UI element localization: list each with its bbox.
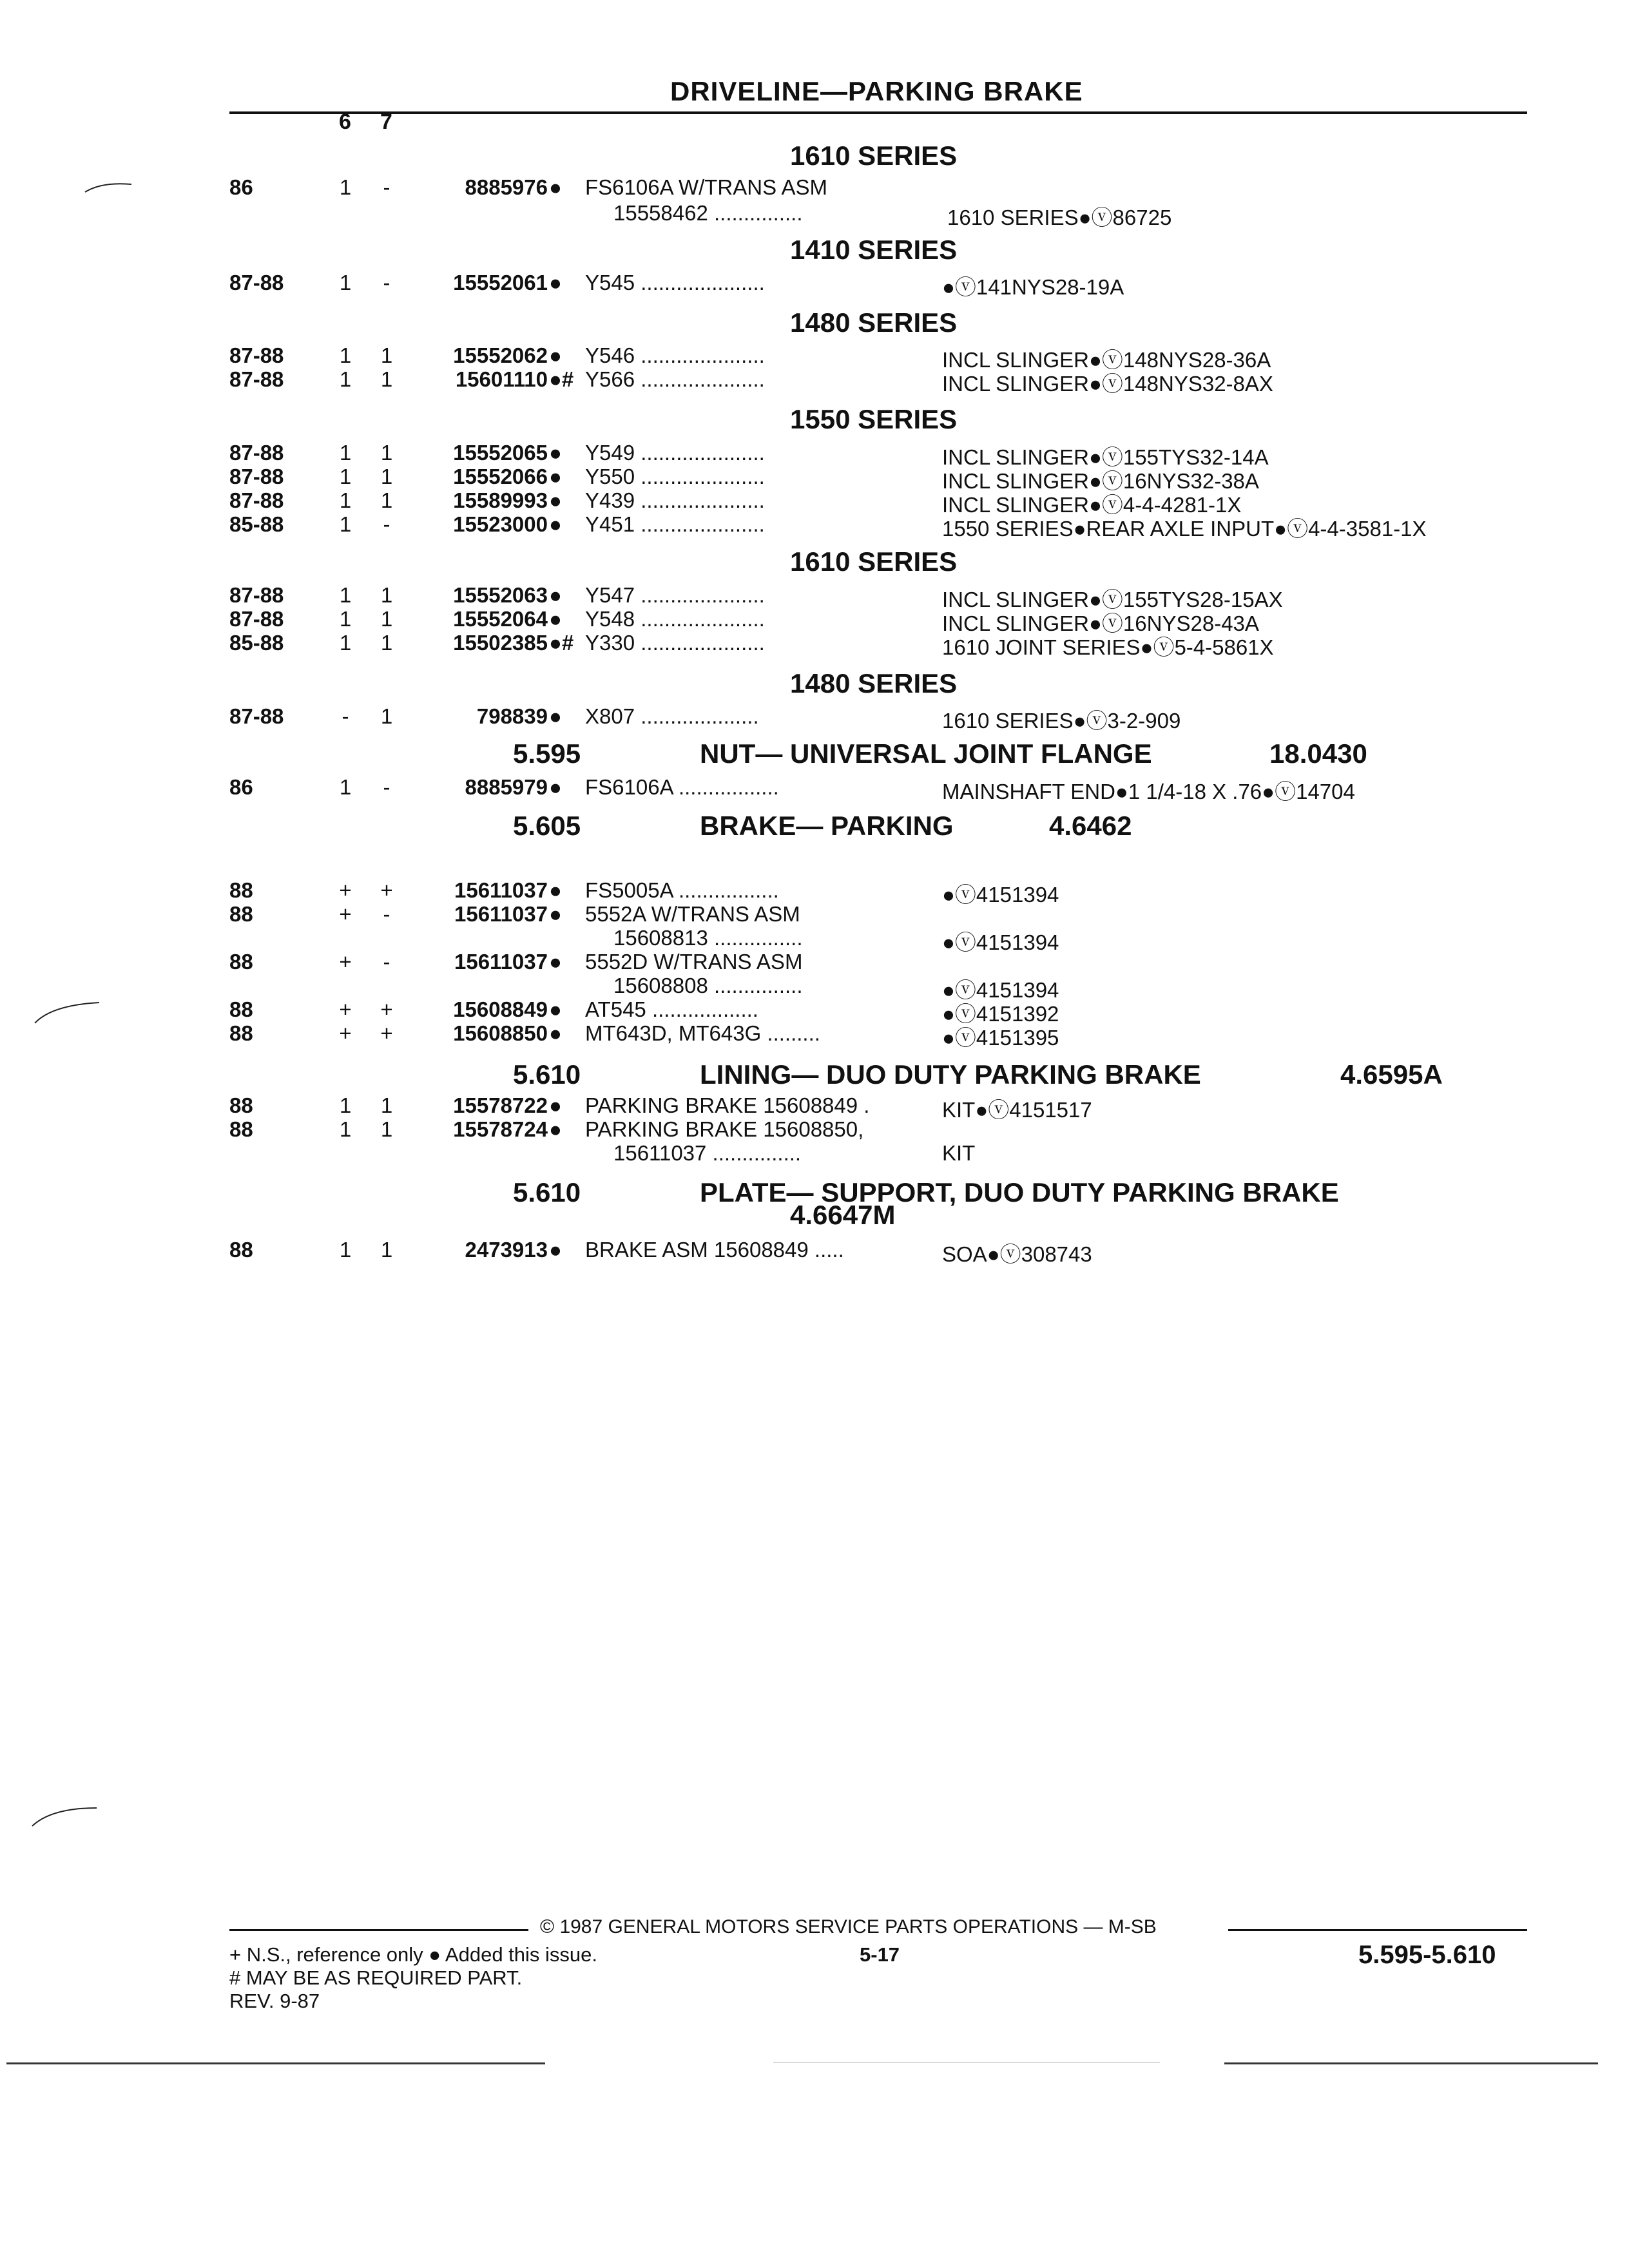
description: Y547 ..................... — [585, 583, 765, 607]
qty-6: 1 — [339, 271, 352, 294]
qty-6: 1 — [339, 631, 352, 655]
part-row — [0, 950, 1629, 975]
year: 87-88 — [229, 465, 284, 488]
legend-line-1: + N.S., reference only ● Added this issue. — [229, 1943, 598, 1966]
part-row — [0, 878, 1629, 907]
qty-7: - — [383, 175, 390, 199]
description: Y451 ..................... — [585, 512, 765, 536]
notes: MAINSHAFT END●1 1/4-18 X .76●ⓥ14704 — [942, 780, 1355, 803]
group-code: 5.610 — [513, 1059, 581, 1090]
part-mark: ● — [549, 441, 562, 465]
description: PARKING BRAKE 15608850, — [585, 1117, 864, 1141]
part-mark: ● — [549, 1117, 562, 1141]
part-mark: ● — [549, 583, 562, 607]
year: 87-88 — [229, 488, 284, 512]
year: 87-88 — [229, 343, 284, 367]
notes: ●ⓥ4151394 — [942, 930, 1059, 954]
part-number: 15608850 — [453, 1021, 548, 1045]
scan-edge-line — [1224, 2062, 1598, 2064]
qty-6: 1 — [339, 441, 352, 465]
description: Y566 ..................... — [585, 367, 765, 391]
notes: 1610 SERIES●ⓥ3-2-909 — [942, 709, 1181, 733]
part-number: 15552065 — [453, 441, 548, 465]
notes: 1610 JOINT SERIES●ⓥ5-4-5861X — [942, 635, 1274, 659]
description: AT545 .................. — [585, 997, 758, 1021]
notes: INCL SLINGER●ⓥ16NYS28-43A — [942, 611, 1259, 635]
group-ref: 4.6595A — [1340, 1059, 1443, 1090]
footer-rule-right — [1228, 1929, 1527, 1931]
part-number: 8885979 — [465, 775, 548, 799]
part-row — [0, 175, 1629, 201]
notes: ●ⓥ4151395 — [942, 1026, 1059, 1050]
part-mark: ● — [549, 902, 562, 926]
qty-6: + — [339, 997, 352, 1021]
description: Y550 ..................... — [585, 465, 765, 488]
part-row — [0, 201, 1629, 227]
notes: INCL SLINGER●ⓥ4-4-4281-1X — [942, 493, 1242, 517]
year: 87-88 — [229, 441, 284, 465]
description: 15611037 ............... — [613, 1141, 802, 1165]
qty-6: 1 — [339, 367, 352, 391]
margin-mark — [30, 1804, 101, 1830]
part-row — [0, 974, 1629, 1002]
qty-6: 1 — [339, 465, 352, 488]
qty-7: + — [380, 878, 393, 902]
description: Y549 ..................... — [585, 441, 765, 465]
qty-7: 1 — [380, 607, 393, 631]
notes: ●ⓥ4151394 — [942, 883, 1059, 907]
qty-7: 1 — [380, 488, 393, 512]
description: Y545 ..................... — [585, 271, 765, 294]
part-row — [0, 441, 1629, 469]
description: 15608813 ............... — [613, 926, 803, 950]
part-row — [0, 367, 1629, 396]
qty-7: - — [383, 512, 390, 536]
page-number: 5-17 — [860, 1943, 900, 1966]
year: 87-88 — [229, 607, 284, 631]
year: 88 — [229, 1238, 253, 1262]
year: 88 — [229, 1117, 253, 1141]
notes: 1550 SERIES●REAR AXLE INPUT●ⓥ4-4-3581-1X — [942, 517, 1427, 541]
part-mark: ● — [549, 488, 562, 512]
part-number: 2473913 — [465, 1238, 548, 1262]
notes: INCL SLINGER●ⓥ148NYS32-8AX — [942, 372, 1273, 396]
year: 87-88 — [229, 367, 284, 391]
page-title: DRIVELINE—PARKING BRAKE — [670, 76, 1083, 106]
qty-7: 1 — [380, 631, 393, 655]
description: Y548 ..................... — [585, 607, 765, 631]
group-ref: 4.6647M — [790, 1200, 896, 1230]
part-number: 15578724 — [453, 1117, 548, 1141]
qty-6: 1 — [339, 512, 352, 536]
qty-7: 1 — [380, 441, 393, 465]
notes: KIT — [942, 1141, 976, 1165]
part-mark: ● — [549, 1238, 562, 1262]
qty-7: 1 — [380, 343, 393, 367]
part-number: 15552064 — [453, 607, 548, 631]
part-number: 15552062 — [453, 343, 548, 367]
qty-7: + — [380, 997, 393, 1021]
description: BRAKE ASM 15608849 ..... — [585, 1238, 844, 1262]
section-range: 5.595-5.610 — [1358, 1941, 1496, 1969]
part-mark: ● — [549, 465, 562, 488]
part-row — [0, 343, 1629, 372]
series-heading: 1480 SERIES — [790, 668, 958, 698]
part-row — [0, 488, 1629, 517]
series-heading: 1410 SERIES — [790, 235, 958, 265]
scan-edge-line — [773, 2062, 1160, 2063]
qty-6: - — [342, 704, 349, 728]
year: 86 — [229, 775, 253, 799]
qty-7: 1 — [380, 1117, 393, 1141]
group-code: 5.595 — [513, 738, 581, 769]
part-mark: ● — [549, 775, 562, 799]
year: 88 — [229, 1093, 253, 1117]
series-heading: 1550 SERIES — [790, 404, 958, 434]
legend-line-2: # MAY BE AS REQUIRED PART. — [229, 1966, 523, 1989]
notes: ●ⓥ4151392 — [942, 1002, 1059, 1026]
part-mark: ● — [549, 271, 562, 294]
group-name: LINING— DUO DUTY PARKING BRAKE — [700, 1059, 1201, 1090]
qty-6: + — [339, 950, 352, 974]
series-heading: 1610 SERIES — [790, 140, 958, 171]
qty-7: 1 — [380, 1238, 393, 1262]
header-rule — [229, 111, 1527, 114]
part-row — [0, 1093, 1629, 1122]
description: FS6106A W/TRANS ASM — [585, 175, 827, 199]
qty-7: - — [383, 271, 390, 294]
year: 85-88 — [229, 512, 284, 536]
notes: ●ⓥ4151394 — [942, 978, 1059, 1002]
qty-7: 1 — [380, 367, 393, 391]
description: 15608808 ............... — [613, 974, 803, 997]
qty-6: + — [339, 902, 352, 926]
description: FS5005A ................. — [585, 878, 779, 902]
column-6-label: 6 — [339, 110, 351, 134]
part-number: 15552066 — [453, 465, 548, 488]
group-code: 5.605 — [513, 811, 581, 841]
qty-7: - — [383, 902, 390, 926]
scan-edge-line — [6, 2062, 545, 2064]
part-row — [0, 1141, 1629, 1167]
group-ref: 18.0430 — [1269, 738, 1367, 769]
footer-rule-left — [229, 1929, 528, 1931]
part-row — [0, 902, 1629, 928]
qty-7: - — [383, 950, 390, 974]
year: 87-88 — [229, 704, 284, 728]
description: 15558462 ............... — [613, 201, 803, 225]
part-row — [0, 631, 1629, 657]
notes: ●ⓥ141NYS28-19A — [942, 275, 1124, 299]
year: 88 — [229, 878, 253, 902]
description: Y546 ..................... — [585, 343, 765, 367]
part-mark: ● — [549, 343, 562, 367]
description: MT643D, MT643G ......... — [585, 1021, 820, 1045]
column-7-label: 7 — [380, 110, 392, 134]
qty-6: + — [339, 1021, 352, 1045]
qty-6: 1 — [339, 583, 352, 607]
description: PARKING BRAKE 15608849 . — [585, 1093, 870, 1117]
margin-mark — [82, 179, 134, 195]
part-row — [0, 775, 1629, 801]
qty-6: 1 — [339, 343, 352, 367]
year: 88 — [229, 950, 253, 974]
qty-6: + — [339, 878, 352, 902]
part-row — [0, 465, 1629, 493]
margin-mark — [32, 1000, 103, 1026]
qty-6: 1 — [339, 1117, 352, 1141]
notes: INCL SLINGER●ⓥ155TYS28-15AX — [942, 588, 1283, 611]
notes: SOA●ⓥ308743 — [942, 1242, 1092, 1266]
part-number: 15611037 — [454, 902, 548, 926]
qty-6: 1 — [339, 175, 352, 199]
part-row — [0, 271, 1629, 299]
part-mark: ● — [549, 1021, 562, 1045]
part-mark: ● — [549, 1093, 562, 1117]
part-number: 15502385 — [453, 631, 548, 655]
notes: INCL SLINGER●ⓥ148NYS28-36A — [942, 348, 1271, 372]
qty-6: 1 — [339, 775, 352, 799]
part-row — [0, 1238, 1629, 1264]
year: 85-88 — [229, 631, 284, 655]
description: 5552D W/TRANS ASM — [585, 950, 803, 974]
qty-6: 1 — [339, 1238, 352, 1262]
part-mark: ● — [549, 997, 562, 1021]
part-number: 8885976 — [465, 175, 548, 199]
series-heading: 1480 SERIES — [790, 307, 958, 338]
group-ref: 4.6462 — [1049, 811, 1132, 841]
part-row — [0, 512, 1629, 541]
description: 5552A W/TRANS ASM — [585, 902, 800, 926]
qty-7: 1 — [380, 1093, 393, 1117]
description: Y439 ..................... — [585, 488, 765, 512]
qty-7: 1 — [380, 704, 393, 728]
notes: 1610 SERIES●ⓥ86725 — [947, 206, 1172, 229]
year: 88 — [229, 997, 253, 1021]
part-row — [0, 1021, 1629, 1050]
part-mark: ● — [549, 950, 562, 974]
part-mark: ● — [549, 878, 562, 902]
part-mark: ● — [549, 512, 562, 536]
part-number: 15552063 — [453, 583, 548, 607]
qty-7: 1 — [380, 583, 393, 607]
series-heading: 1610 SERIES — [790, 546, 958, 577]
part-row — [0, 1117, 1629, 1143]
notes: INCL SLINGER●ⓥ155TYS32-14A — [942, 445, 1269, 469]
part-row — [0, 583, 1629, 609]
description: Y330 ..................... — [585, 631, 765, 655]
description: FS6106A ................. — [585, 775, 779, 799]
qty-7: - — [383, 775, 390, 799]
year: 88 — [229, 902, 253, 926]
part-number: 15601110 — [455, 367, 548, 391]
part-number: 15589993 — [453, 488, 548, 512]
part-number: 15611037 — [454, 950, 548, 974]
revision: REV. 9-87 — [229, 1990, 320, 2012]
part-row — [0, 607, 1629, 633]
qty-6: 1 — [339, 1093, 352, 1117]
part-number: 798839 — [476, 704, 548, 728]
group-name: PLATE— SUPPORT, DUO DUTY PARKING BRAKE — [700, 1177, 1339, 1207]
part-number: 15611037 — [454, 878, 548, 902]
part-row — [0, 997, 1629, 1026]
part-mark: ● — [549, 607, 562, 631]
group-name: BRAKE— PARKING — [700, 811, 954, 841]
year: 87-88 — [229, 271, 284, 294]
qty-7: + — [380, 1021, 393, 1045]
copyright: © 1987 GENERAL MOTORS SERVICE PARTS OPERATIONS — M-SB — [540, 1916, 1157, 1937]
part-row — [0, 704, 1629, 733]
notes: KIT●ⓥ4151517 — [942, 1098, 1092, 1122]
group-name: NUT— UNIVERSAL JOINT FLANGE — [700, 738, 1152, 769]
part-number: 15523000 — [453, 512, 548, 536]
group-code: 5.610 — [513, 1177, 581, 1207]
part-mark: ●# — [549, 367, 574, 391]
year: 88 — [229, 1021, 253, 1045]
part-mark: ● — [549, 175, 562, 199]
part-number: 15552061 — [453, 271, 548, 294]
part-number: 15578722 — [453, 1093, 548, 1117]
year: 86 — [229, 175, 253, 199]
part-mark: ●# — [549, 631, 574, 655]
notes: INCL SLINGER●ⓥ16NYS32-38A — [942, 469, 1259, 493]
qty-7: 1 — [380, 465, 393, 488]
part-number: 15608849 — [453, 997, 548, 1021]
qty-6: 1 — [339, 488, 352, 512]
part-row — [0, 926, 1629, 952]
qty-6: 1 — [339, 607, 352, 631]
part-mark: ● — [549, 704, 562, 728]
year: 87-88 — [229, 583, 284, 607]
description: X807 .................... — [585, 704, 759, 728]
